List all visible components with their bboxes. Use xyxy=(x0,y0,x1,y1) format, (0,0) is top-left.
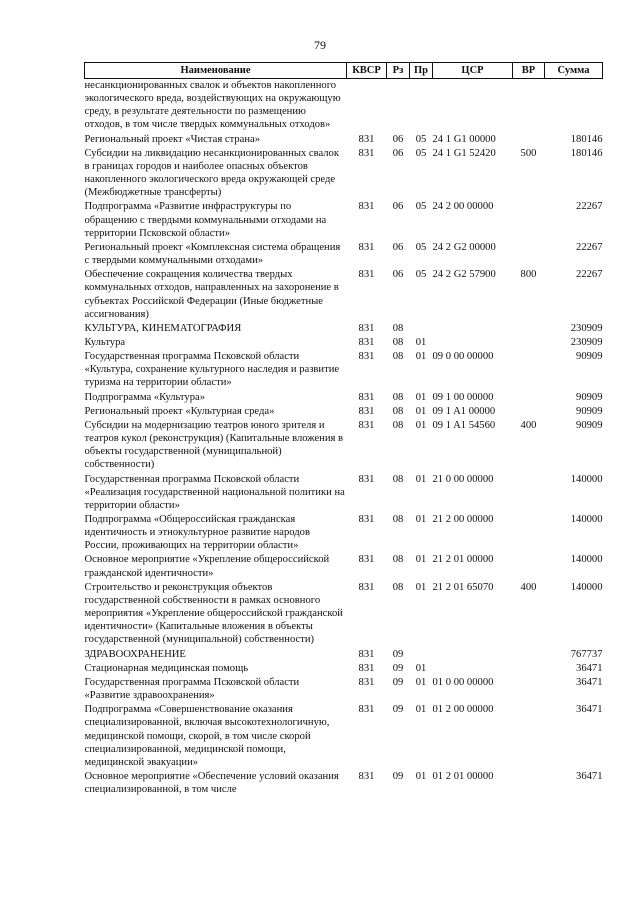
cell-vr xyxy=(513,79,545,132)
cell-pr: 05 xyxy=(415,241,427,253)
cell-name: Региональный проект «Чистая страна» xyxy=(84,133,260,145)
table-row xyxy=(85,472,603,512)
cell-vr xyxy=(513,199,545,239)
table-row xyxy=(85,321,603,335)
cell-pr: 01 xyxy=(415,351,427,363)
cell-rz: 08 xyxy=(392,351,404,363)
cell-sum: 140000 xyxy=(570,473,603,485)
cell-vr: 500 xyxy=(520,147,537,159)
cell-name: Строительство и реконструкция объектов государственной собственности в рамках основного мероприятия «Укрепление общероссийской гражданской идентичности» (Капитальные вложения в объекты государственной (муниципальной) собственности) xyxy=(84,581,343,646)
cell-kvsr: 831 xyxy=(358,351,375,363)
cell-csr: 01 2 00 00000 xyxy=(432,704,494,716)
cell-kvsr: 831 xyxy=(358,269,375,281)
cell-name: несанкционированных свалок и объектов накопленного экологического вреда, воздействующих на окружающую среду, в результате деятельности по размещению отходов, в том числе твердых коммунальных отходов» xyxy=(84,80,341,131)
cell-vr xyxy=(513,240,545,267)
cell-pr: 05 xyxy=(415,201,427,213)
header-vr: ВР xyxy=(513,63,545,79)
table-row xyxy=(85,132,603,146)
cell-rz: 09 xyxy=(392,662,404,674)
cell-pr: 01 xyxy=(415,419,427,431)
cell-csr xyxy=(433,661,513,675)
cell-csr: 24 2 G2 57900 xyxy=(432,269,496,281)
cell-pr xyxy=(410,79,433,132)
cell-pr: 01 xyxy=(415,704,427,716)
cell-vr xyxy=(513,769,545,796)
table-row xyxy=(85,267,603,321)
cell-vr xyxy=(513,647,545,661)
cell-kvsr: 831 xyxy=(358,473,375,485)
cell-rz: 08 xyxy=(392,419,404,431)
cell-name: Подпрограмма «Культура» xyxy=(84,391,206,403)
header-name: Наименование xyxy=(85,63,347,79)
cell-csr: 09 1 00 00000 xyxy=(432,391,494,403)
cell-rz: 06 xyxy=(392,241,404,253)
table-row xyxy=(85,769,603,796)
cell-sum: 90909 xyxy=(576,419,603,431)
cell-pr: 01 xyxy=(415,336,427,348)
cell-name: Культура xyxy=(84,336,126,348)
cell-vr xyxy=(513,552,545,579)
cell-kvsr: 831 xyxy=(358,514,375,525)
table-row xyxy=(85,702,603,769)
cell-sum: 180146 xyxy=(570,133,603,145)
cell-sum: 767737 xyxy=(570,648,603,660)
table-row xyxy=(85,580,603,647)
cell-csr: 09 1 A1 00000 xyxy=(432,405,496,417)
cell-kvsr: 831 xyxy=(358,322,375,334)
cell-kvsr xyxy=(347,79,387,132)
cell-name: Субсидии на ликвидацию несанкционированных свалок в границах городов и наиболее опасных объектов накопленного экологического вреда окружающей среде (Межбюджетные трансферты) xyxy=(84,147,339,199)
header-sum: Сумма xyxy=(545,63,603,79)
header-pr: Пр xyxy=(410,63,433,79)
cell-name: Подпрограмма «Развитие инфраструктуры по обращению с твердыми коммунальными отходами на территории Псковской области» xyxy=(84,201,327,239)
cell-csr xyxy=(433,321,513,335)
cell-kvsr: 831 xyxy=(358,676,375,688)
cell-rz xyxy=(387,79,410,132)
page-number: 79 xyxy=(314,38,326,52)
cell-pr: 01 xyxy=(415,514,427,525)
cell-name: Субсидии на модернизацию театров юного зрителя и театров кукол (реконструкция) (Капитальные вложения в объекты государственной (муниципальной) собственности) xyxy=(84,419,344,471)
table-row xyxy=(85,661,603,675)
cell-csr: 21 2 01 65070 xyxy=(432,581,494,593)
cell-kvsr: 831 xyxy=(358,241,375,253)
cell-pr: 05 xyxy=(415,147,427,159)
cell-rz: 08 xyxy=(392,581,404,593)
table-row xyxy=(85,404,603,418)
cell-name: Подпрограмма «Общероссийская гражданская идентичность и этнокультурное развитие народов России, проживающих на территории области» xyxy=(84,514,310,552)
cell-vr xyxy=(513,335,545,349)
cell-pr xyxy=(410,321,433,335)
cell-kvsr: 831 xyxy=(358,770,375,782)
cell-sum: 90909 xyxy=(576,351,603,363)
cell-sum: 230909 xyxy=(570,322,603,334)
cell-vr xyxy=(513,404,545,418)
cell-vr xyxy=(513,675,545,702)
cell-name: Региональный проект «Культурная среда» xyxy=(84,405,275,417)
cell-rz: 08 xyxy=(392,405,404,417)
cell-rz: 09 xyxy=(392,676,404,688)
cell-csr: 09 1 A1 54560 xyxy=(432,419,496,431)
cell-csr: 21 2 01 00000 xyxy=(432,554,494,566)
cell-name: Обеспечение сокращения количества твердых коммунальных отходов, направленных на захоронение в субъектах Российской Федерации (Иные бюджетные ассигнования) xyxy=(84,269,339,320)
table-header-row xyxy=(85,63,603,79)
cell-pr xyxy=(410,647,433,661)
cell-csr: 24 1 G1 00000 xyxy=(432,133,496,145)
cell-csr: 24 2 00 00000 xyxy=(432,201,494,213)
table-row xyxy=(85,146,603,200)
cell-vr xyxy=(513,321,545,335)
table-row xyxy=(85,647,603,661)
cell-vr xyxy=(513,661,545,675)
cell-sum: 90909 xyxy=(576,405,603,417)
cell-sum: 230909 xyxy=(570,336,603,348)
cell-rz: 09 xyxy=(392,770,404,782)
cell-pr: 01 xyxy=(415,662,427,674)
cell-pr: 01 xyxy=(415,405,427,417)
budget-table xyxy=(84,62,603,796)
cell-vr: 800 xyxy=(520,269,537,281)
cell-pr: 01 xyxy=(415,473,427,485)
cell-rz: 08 xyxy=(392,322,404,334)
table-row xyxy=(85,552,603,579)
cell-name: КУЛЬТУРА, КИНЕМАТОГРАФИЯ xyxy=(84,322,242,334)
cell-kvsr: 831 xyxy=(358,419,375,431)
cell-kvsr: 831 xyxy=(358,336,375,348)
cell-name: Подпрограмма «Совершенствование оказания специализированной, включая высокотехнологичную, медицинской помощи, скорой, в том числе скорой специализированной, медицинской помощи, медицинской эвакуации» xyxy=(84,704,330,768)
table-row xyxy=(85,199,603,239)
cell-kvsr: 831 xyxy=(358,201,375,213)
cell-name: Основное мероприятие «Обеспечение условий оказания специализированной, в том числе xyxy=(84,770,339,796)
cell-rz: 06 xyxy=(392,133,404,145)
cell-rz: 08 xyxy=(392,391,404,403)
cell-name: Государственная программа Псковской области «Реализация государственной национальной политики на территории области» xyxy=(84,473,345,511)
cell-vr: 400 xyxy=(520,419,537,431)
cell-rz: 08 xyxy=(392,514,404,525)
table-row xyxy=(85,512,603,552)
cell-name: Государственная программа Псковской области «Культура, сохранение культурного наследия и развитие туризма на территории области» xyxy=(84,351,340,389)
cell-kvsr: 831 xyxy=(358,147,375,159)
cell-sum: 36471 xyxy=(576,676,603,688)
cell-csr: 21 2 00 00000 xyxy=(432,514,494,525)
cell-rz: 08 xyxy=(392,554,404,566)
cell-vr xyxy=(513,472,545,512)
cell-sum: 22267 xyxy=(576,201,603,213)
cell-vr: 400 xyxy=(520,581,537,593)
cell-pr: 01 xyxy=(415,391,427,403)
cell-sum: 36471 xyxy=(576,704,603,716)
cell-name: Региональный проект «Комплексная система обращения с твердыми коммунальными отходами» xyxy=(84,241,341,267)
cell-kvsr: 831 xyxy=(358,405,375,417)
table-row xyxy=(85,335,603,349)
cell-csr xyxy=(433,79,513,132)
cell-csr: 09 0 00 00000 xyxy=(432,351,494,363)
cell-vr xyxy=(513,512,545,552)
header-kvsr: КВСР xyxy=(347,63,387,79)
cell-rz: 08 xyxy=(392,473,404,485)
cell-sum: 180146 xyxy=(570,147,603,159)
cell-sum: 140000 xyxy=(570,514,603,525)
cell-sum: 22267 xyxy=(576,241,603,253)
cell-vr xyxy=(513,132,545,146)
cell-name: Стационарная медицинская помощь xyxy=(84,662,249,674)
cell-kvsr: 831 xyxy=(358,554,375,566)
cell-kvsr: 831 xyxy=(358,391,375,403)
cell-vr xyxy=(513,390,545,404)
cell-csr: 21 0 00 00000 xyxy=(432,473,494,485)
cell-pr: 05 xyxy=(415,133,427,145)
cell-vr xyxy=(513,702,545,769)
cell-sum: 90909 xyxy=(576,391,603,403)
cell-name: Государственная программа Псковской области «Развитие здравоохранения» xyxy=(84,676,300,702)
cell-sum: 140000 xyxy=(570,581,603,593)
table-row xyxy=(85,418,603,472)
cell-pr: 01 xyxy=(415,554,427,566)
cell-sum: 36471 xyxy=(576,662,603,674)
cell-csr: 24 2 G2 00000 xyxy=(432,241,496,253)
table-row xyxy=(85,79,603,132)
cell-name: ЗДРАВООХРАНЕНИЕ xyxy=(84,648,186,660)
table-row xyxy=(85,675,603,702)
cell-kvsr: 831 xyxy=(358,133,375,145)
cell-kvsr: 831 xyxy=(358,648,375,660)
table-row xyxy=(85,349,603,389)
cell-vr xyxy=(513,349,545,389)
cell-rz: 09 xyxy=(392,704,404,716)
cell-kvsr: 831 xyxy=(358,704,375,716)
cell-pr: 05 xyxy=(415,269,427,281)
cell-sum: 140000 xyxy=(570,554,603,566)
cell-csr: 01 0 00 00000 xyxy=(432,676,494,688)
cell-sum: 22267 xyxy=(576,269,603,281)
cell-sum xyxy=(545,79,603,132)
cell-pr: 01 xyxy=(415,581,427,593)
cell-name: Основное мероприятие «Укрепление общероссийской гражданской идентичности» xyxy=(84,554,330,579)
cell-kvsr: 831 xyxy=(358,662,375,674)
table-row xyxy=(85,240,603,267)
cell-kvsr: 831 xyxy=(358,581,375,593)
header-rz: Рз xyxy=(387,63,410,79)
cell-rz: 06 xyxy=(392,147,404,159)
cell-rz: 08 xyxy=(392,336,404,348)
cell-rz: 06 xyxy=(392,269,404,281)
cell-rz: 09 xyxy=(392,648,404,660)
cell-sum: 36471 xyxy=(576,770,603,782)
cell-pr: 01 xyxy=(415,676,427,688)
table-row xyxy=(85,390,603,404)
header-csr: ЦСР xyxy=(433,63,513,79)
cell-rz: 06 xyxy=(392,201,404,213)
cell-csr: 01 2 01 00000 xyxy=(432,770,494,782)
cell-csr: 24 1 G1 52420 xyxy=(432,147,496,159)
cell-pr: 01 xyxy=(415,770,427,782)
cell-csr xyxy=(433,647,513,661)
cell-csr xyxy=(433,335,513,349)
